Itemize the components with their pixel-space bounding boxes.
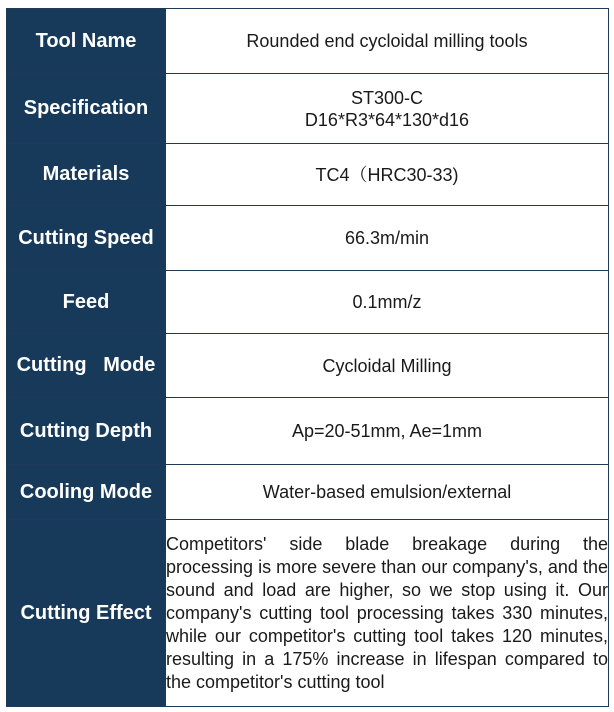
value-line: Cycloidal Milling: [322, 355, 452, 376]
table-row-tool-name: [7, 9, 609, 74]
table-row-cutting-effect: [7, 520, 609, 707]
value-line: 66.3m/min: [344, 228, 430, 248]
row-value: [166, 334, 609, 398]
table-row-feed: [7, 271, 609, 334]
row-label: Tool Name: [7, 9, 166, 74]
row-value: [166, 271, 609, 334]
row-value: [166, 465, 609, 520]
row-label: Cutting Depth: [7, 398, 166, 465]
value-line: Rounded end cycloidal milling tools: [246, 31, 528, 51]
table-row-materials: [7, 144, 609, 206]
table-row-specification: [7, 74, 609, 144]
table-row-cutting-depth: [7, 398, 609, 465]
table-row-cutting-mode: [7, 334, 609, 398]
row-value: [166, 520, 609, 707]
table-row-cooling-mode: [7, 465, 609, 520]
table-row-cutting-speed: [7, 206, 609, 271]
value-line: Ap=20-51mm, Ae=1mm: [291, 421, 483, 441]
row-label: Cutting Effect: [7, 520, 166, 707]
value-line: Water-based emulsion/external: [262, 482, 512, 502]
row-value: [166, 398, 609, 465]
row-label: Cutting Speed: [7, 206, 166, 271]
tool-spec-table: [6, 8, 609, 707]
row-value: [166, 9, 609, 74]
value-line: ST300-C: [350, 87, 424, 108]
row-label: Materials: [7, 144, 166, 206]
value-line: D16*R3*64*130*d16: [304, 109, 470, 130]
row-value: [166, 144, 609, 206]
row-label: Cutting Mode: [7, 334, 166, 398]
row-label: Feed: [7, 271, 166, 334]
row-label: Cooling Mode: [7, 465, 166, 520]
row-value: [166, 206, 609, 271]
row-value: [166, 74, 609, 144]
value-paragraph: Competitors' side blade breakage during the processing is more severe than our company's, and the sound and load are higher, so we stop using it. Our company's cutting tool processing takes 330 minutes, while our competitor's cutting tool takes 120 minutes, resulting in a 175% increase in lifespan compared to the competitor's cutting tool: [166, 533, 608, 692]
row-label: Specification: [7, 74, 166, 144]
value-line: 0.1mm/z: [352, 292, 422, 312]
value-line: TC4（HRC30-33): [315, 164, 459, 185]
